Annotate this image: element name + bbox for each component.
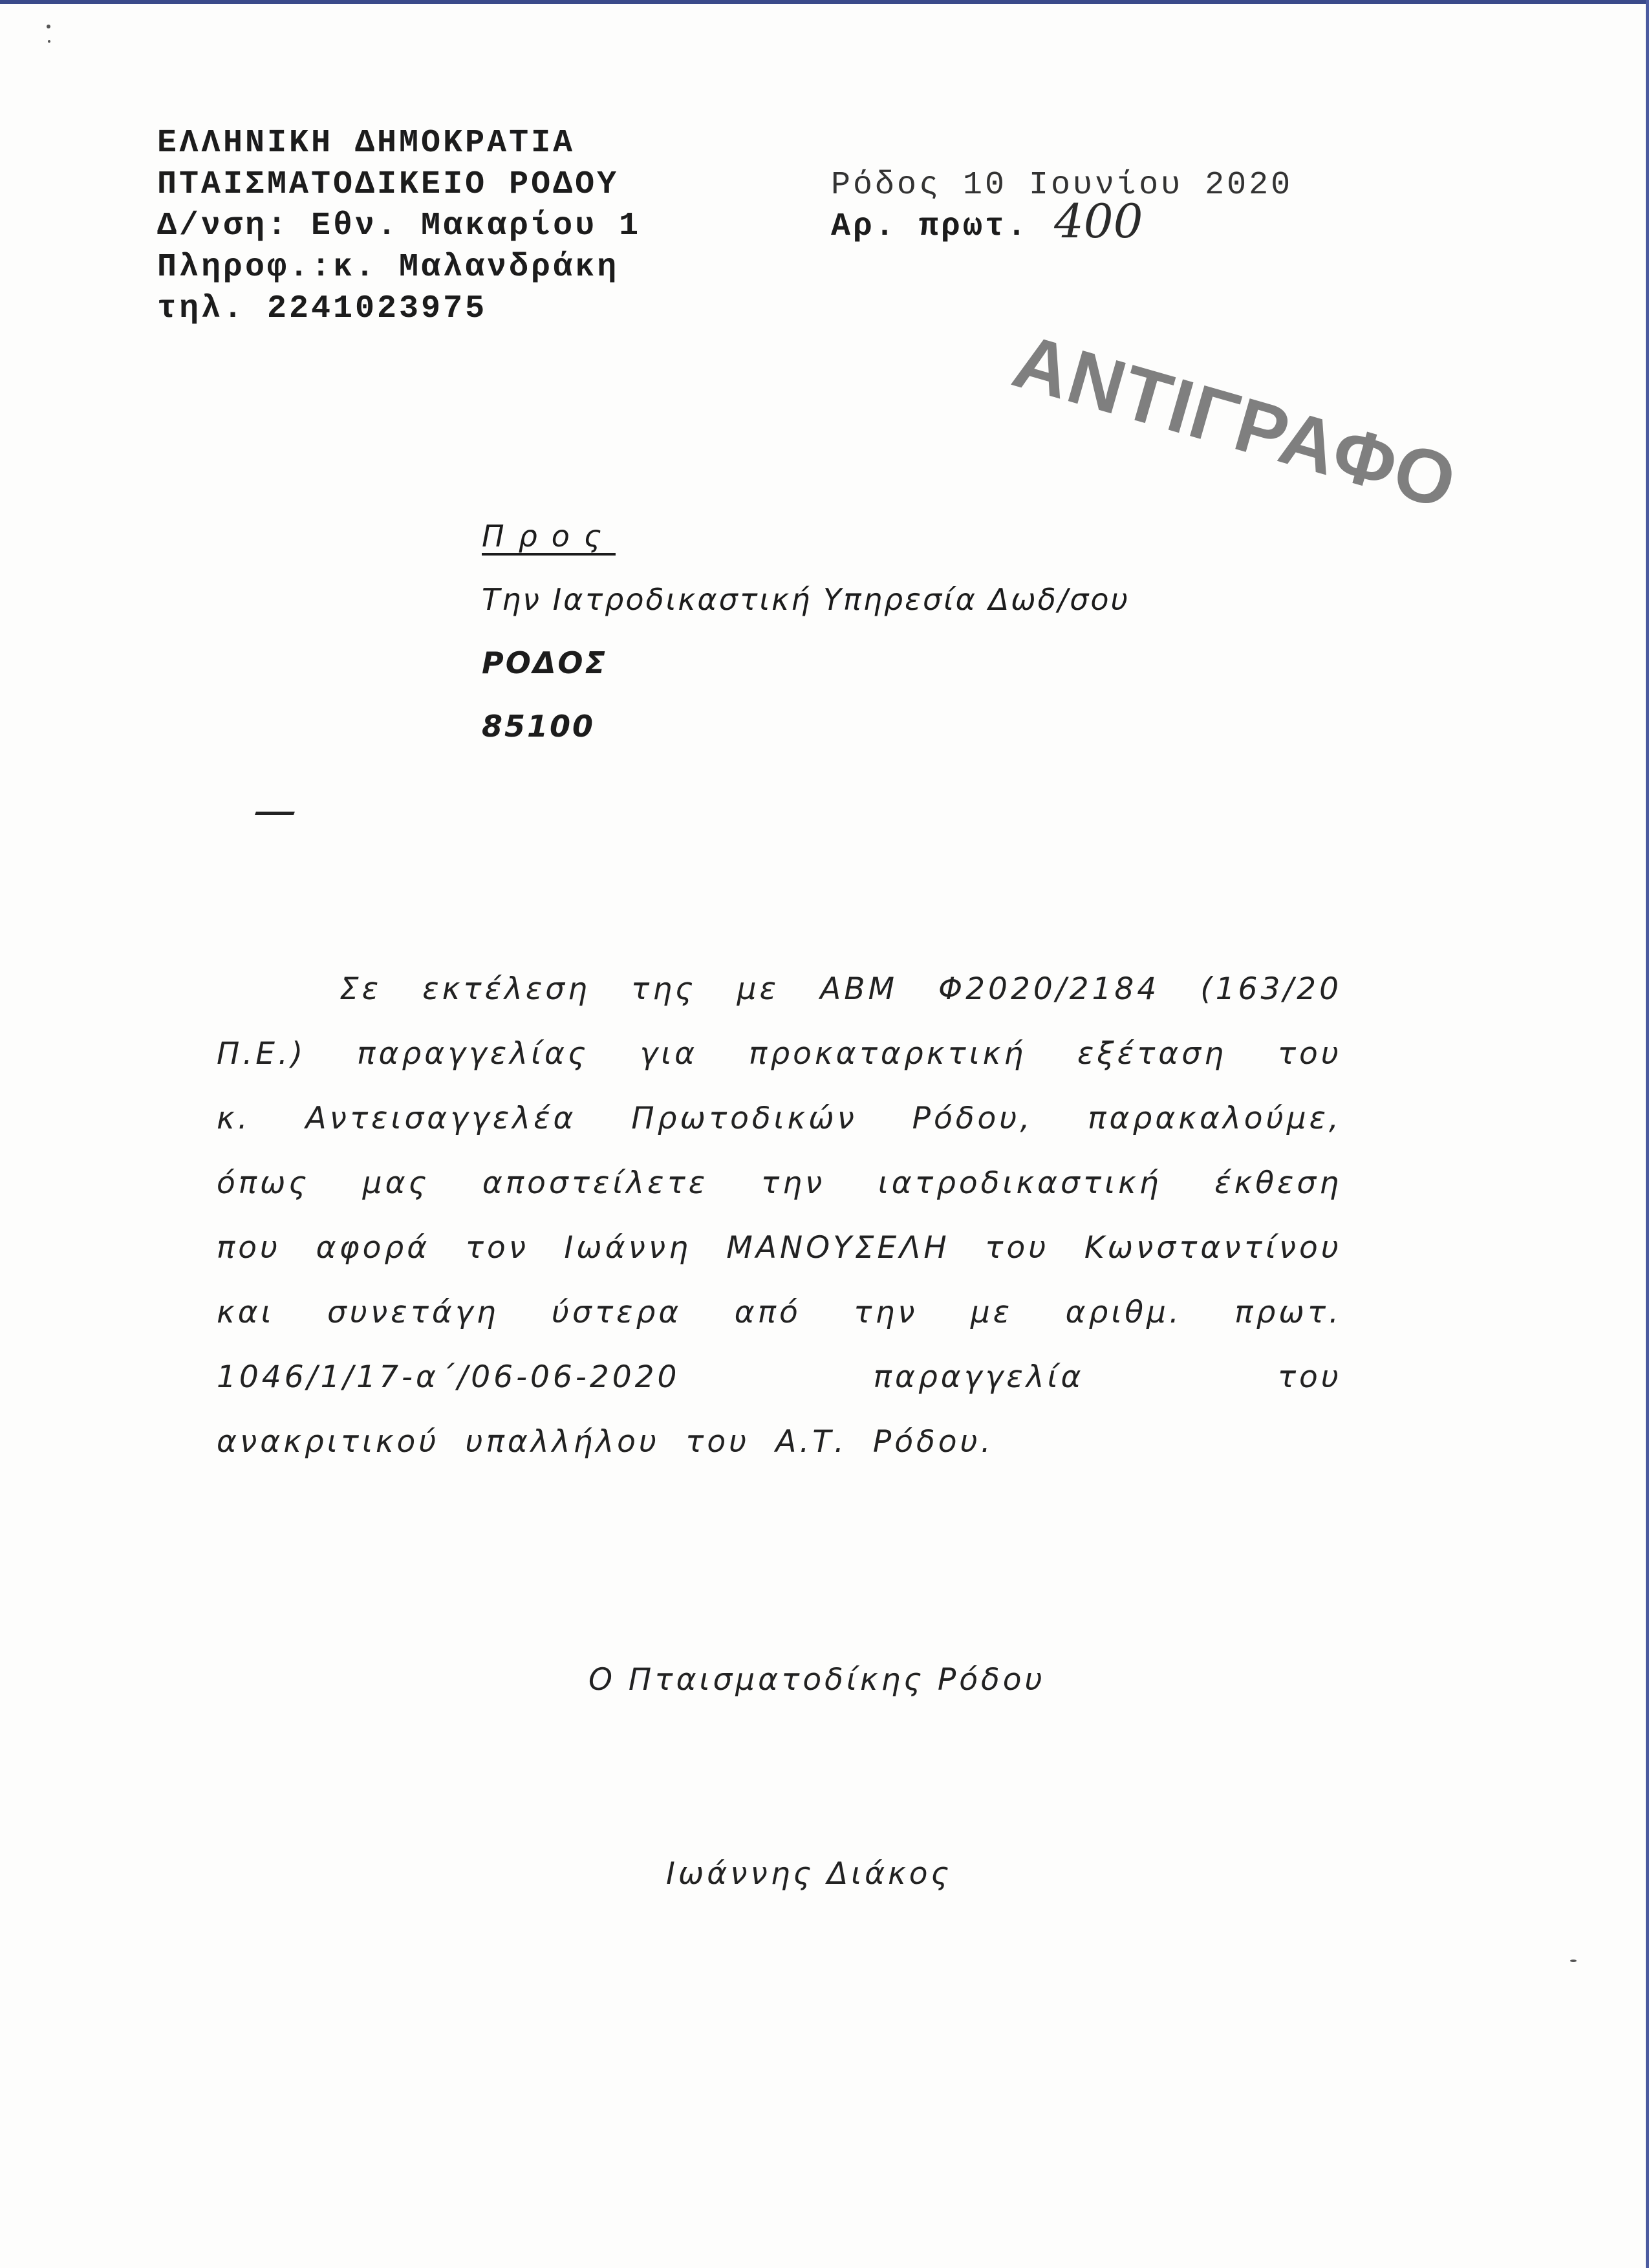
protocol-number-handwritten: 400 bbox=[1054, 194, 1143, 248]
recipient-name: Την Ιατροδικαστική Υπηρεσία Δωδ/σου bbox=[482, 582, 1130, 617]
recipient-postcode: 85100 bbox=[482, 709, 596, 744]
protocol-label: Αρ. πρωτ. bbox=[831, 208, 1029, 245]
recipient-city: ΡΟΔΟΣ bbox=[482, 645, 607, 680]
scan-speck bbox=[47, 25, 50, 28]
sender-country: ΕΛΛΗΝΙΚΗ ΔΗΜΟΚΡΑΤΙΑ bbox=[157, 125, 576, 162]
scan-mark bbox=[255, 812, 295, 815]
recipient-label: Προς bbox=[482, 519, 616, 554]
body-line: Σε εκτέλεση της με ΑΒΜ Φ2020/2184 (163/20 bbox=[339, 971, 1342, 1007]
scan-speck bbox=[1570, 1960, 1577, 1962]
body-line: Π.Ε.) παραγγελίας για προκαταρκτική εξέταση του bbox=[217, 1036, 1342, 1072]
scan-edge-right bbox=[1646, 0, 1649, 2268]
body-line: και συνετάγη ύστερα από την με αριθμ. πρωτ. bbox=[217, 1295, 1342, 1330]
recipient-block bbox=[482, 504, 1130, 758]
scan-edge-top bbox=[0, 0, 1649, 4]
sender-contact-person: Πληροφ.:κ. Μαλανδράκη bbox=[157, 249, 620, 286]
body-line: που αφορά τον Ιωάννη ΜΑΝΟΥΣΕΛΗ του Κωνσταντίνου bbox=[217, 1230, 1342, 1266]
sender-court: ΠΤΑΙΣΜΑΤΟΔΙΚΕΙΟ ΡΟΔΟΥ bbox=[157, 166, 620, 203]
body-line: ανακριτικού υπαλλήλου του Α.Τ. Ρόδου. bbox=[217, 1424, 994, 1460]
body-line: όπως μας αποστείλετε την ιατροδικαστική έκθεση bbox=[217, 1165, 1342, 1201]
sender-block bbox=[157, 123, 641, 330]
scan-speck bbox=[48, 40, 50, 43]
signer-title: Ο Πταισματοδίκης Ρόδου bbox=[588, 1662, 1046, 1698]
body-line: 1046/1/17-α΄/06-06-2020 παραγγελία του bbox=[217, 1359, 1342, 1395]
body-paragraph bbox=[217, 957, 1342, 1474]
copy-stamp: ΑΝΤΙΓΡΑΦΟ bbox=[1004, 318, 1467, 526]
document-date: Ρόδος 10 Ιουνίου 2020 bbox=[831, 167, 1293, 204]
sender-phone: τηλ. 2241023975 bbox=[157, 290, 488, 327]
date-protocol-block bbox=[831, 165, 1293, 248]
signer-name: Ιωάννης Διάκος bbox=[666, 1856, 953, 1892]
sender-address: Δ/νση: Εθν. Μακαρίου 1 bbox=[157, 208, 641, 244]
body-line: κ. Αντεισαγγελέα Πρωτοδικών Ρόδου, παρακαλούμε, bbox=[217, 1101, 1342, 1136]
